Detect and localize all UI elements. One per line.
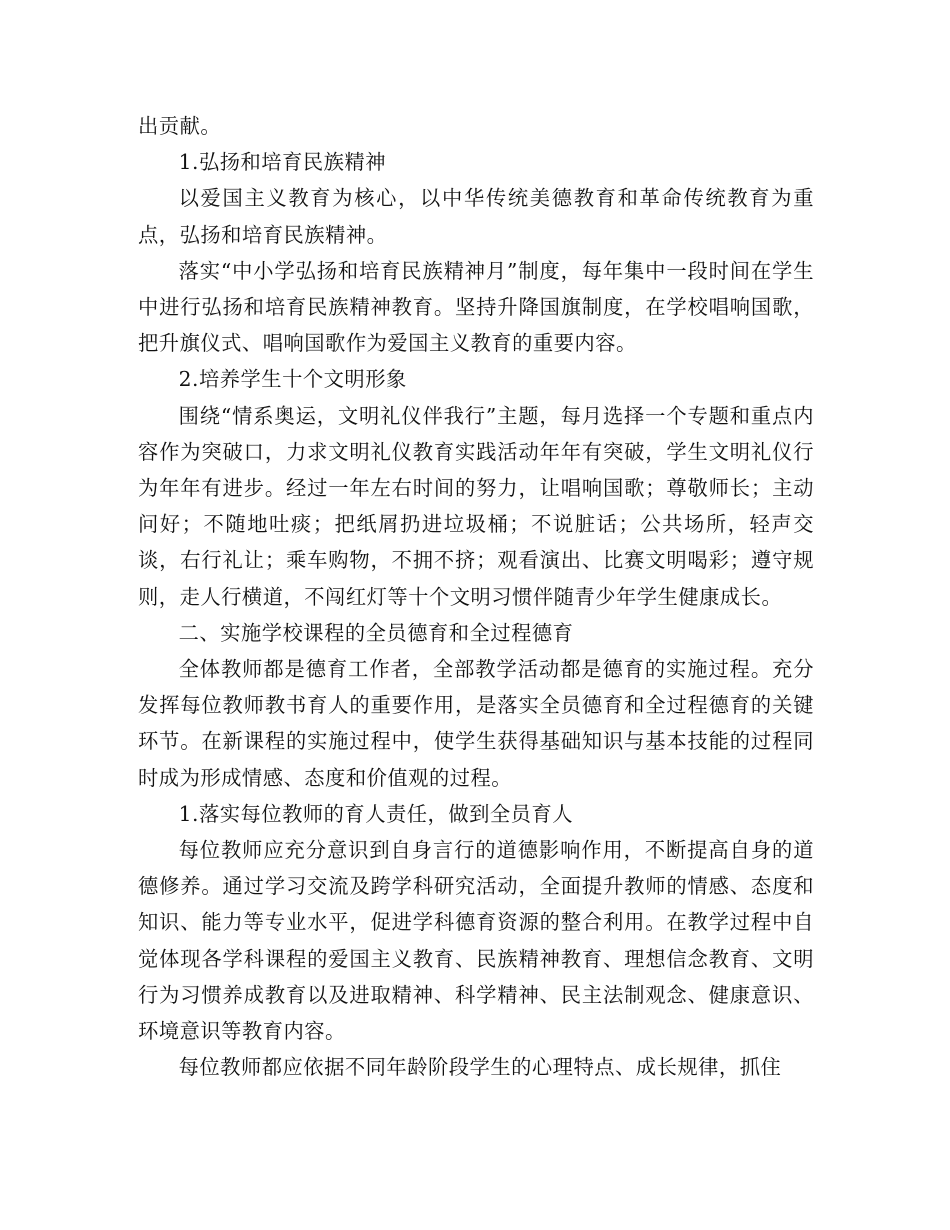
section-heading-national-spirit: 1.弘扬和培育民族精神 — [178, 150, 386, 175]
section-heading-teacher-responsibility: 1.落实每位教师的育人责任，做到全员育人 — [178, 801, 574, 826]
paragraph: 落实“中小学弘扬和培育民族精神月”制度，每年集中一段时间在学生中进行弘扬和培育民族精神教育。坚持升降国旗制度，在学校唱响国歌，把升旗仪式、唱响国歌作为爱国主义教育的重要内容。 — [138, 258, 814, 356]
section-heading-curriculum-moral-education: 二、实施学校课程的全员德育和全过程德育 — [178, 620, 574, 645]
paragraph: 每位教师应充分意识到自身言行的道德影响作用，不断提高自身的道德修养。通过学习交流及跨学科研究活动，全面提升教师的情感、态度和知识、能力等专业水平，促进学科德育资源的整合利用。在教学过程中自觉体现各学科课程的爱国主义教育、民族精神教育、理想信念教育、文明行为习惯养成教育以及进取精神、科学精神、民主法制观念、健康意识、环境意识等教育内容。 — [138, 838, 814, 1044]
section-heading-civilized-image: 2.培养学生十个文明形象 — [178, 367, 407, 392]
paragraph: 以爱国主义教育为核心，以中华传统美德教育和革命传统教育为重点，弘扬和培育民族精神。 — [138, 186, 814, 247]
paragraph: 全体教师都是德育工作者，全部教学活动都是德育的实施过程。充分发挥每位教师教书育人的重要作用，是落实全员德育和全过程德育的关键环节。在新课程的实施过程中，使学生获得基础知识与基本技能的过程同时成为形成情感、态度和价值观的过程。 — [138, 657, 814, 790]
document-body — [138, 108, 814, 1085]
paragraph-truncated: 每位教师都应依据不同年龄阶段学生的心理特点、成长规律，抓住 — [178, 1055, 782, 1080]
paragraph-continuation: 出贡献。 — [138, 114, 222, 138]
paragraph: 围绕“情系奥运，文明礼仪伴我行”主题，每月选择一个专题和重点内容作为突破口，力求文明礼仪教育实践活动年年有突破，学生文明礼仪行为年年有进步。经过一年左右时间的努力，让唱响国歌；尊敬师长；主动问好；不随地吐痰；把纸屑扔进垃圾桶；不说脏话；公共场所，轻声交谈，右行礼让；乘车购物，不拥不挤；观看演出、比赛文明喝彩；遵守规则，走人行横道，不闯红灯等十个文明习惯伴随青少年学生健康成长。 — [138, 403, 814, 609]
